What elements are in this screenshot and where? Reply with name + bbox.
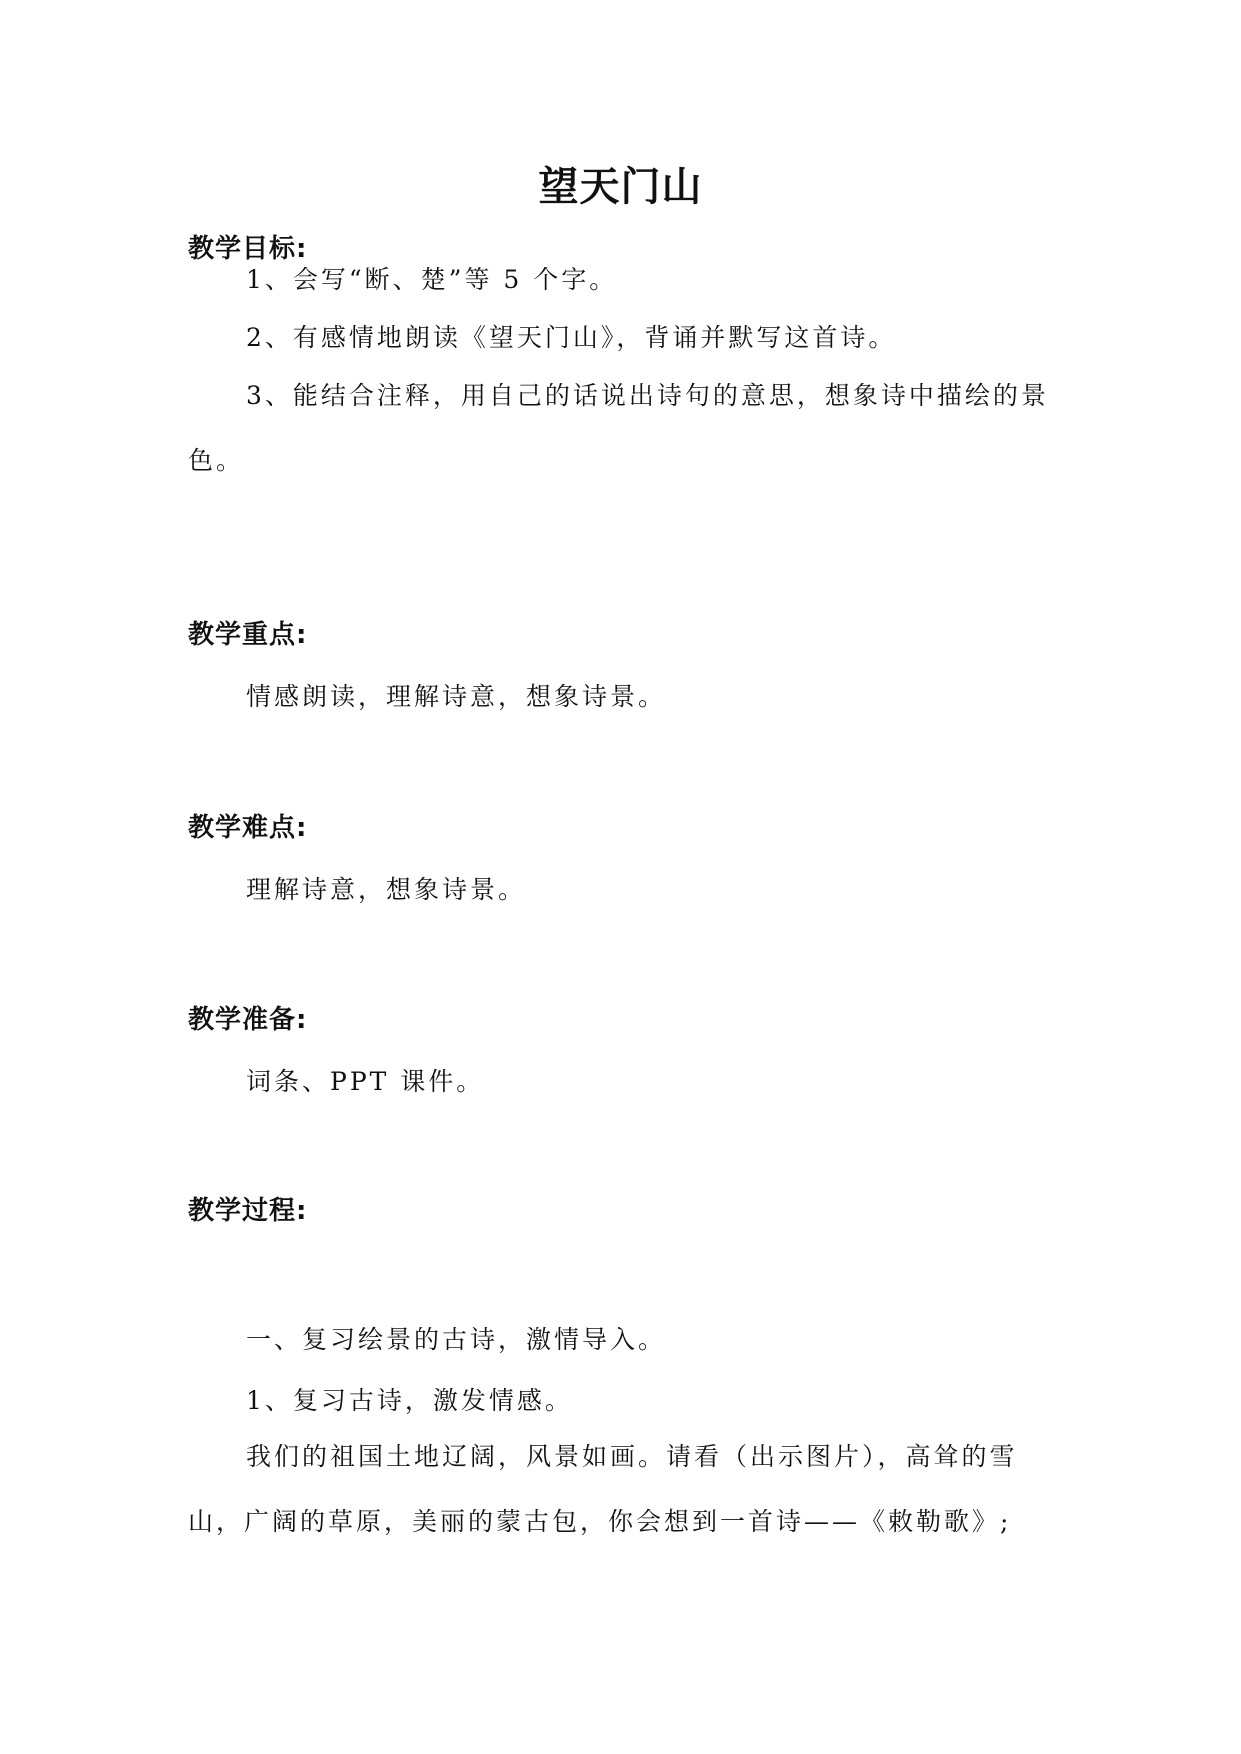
objectives-heading: 教学目标: bbox=[188, 234, 308, 264]
key-points-text: 情感朗读，理解诗意，想象诗景。 bbox=[246, 682, 667, 711]
preparation-text: 词条、PPT 课件。 bbox=[246, 1067, 485, 1096]
objective-item-2: 2、有感情地朗读《望天门山》，背诵并默写这首诗。 bbox=[246, 323, 897, 352]
process-paragraph: 我们的祖国土地辽阔，风景如画。请看（出示图片），高耸的雪山，广阔的草原，美丽的蒙古包，你会想到一首诗——《敕勒歌》; bbox=[188, 1442, 1018, 1536]
process-step-1-1: 1、复习古诗，激发情感。 bbox=[246, 1386, 573, 1415]
process-step-1: 一、复习绘景的古诗，激情导入。 bbox=[246, 1325, 667, 1354]
objective-item-3: 3、能结合注释，用自己的话说出诗句的意思，想象诗中描绘的景色。 bbox=[188, 381, 1049, 475]
key-points-heading: 教学重点: bbox=[188, 620, 308, 650]
objective-item-1: 1、会写“断、楚”等 5 个字。 bbox=[246, 265, 618, 294]
page-title: 望天门山 bbox=[538, 164, 703, 210]
difficulties-text: 理解诗意，想象诗景。 bbox=[246, 875, 527, 904]
difficulties-heading: 教学难点: bbox=[188, 813, 308, 843]
preparation-heading: 教学准备: bbox=[188, 1005, 308, 1035]
process-heading: 教学过程: bbox=[188, 1196, 308, 1226]
